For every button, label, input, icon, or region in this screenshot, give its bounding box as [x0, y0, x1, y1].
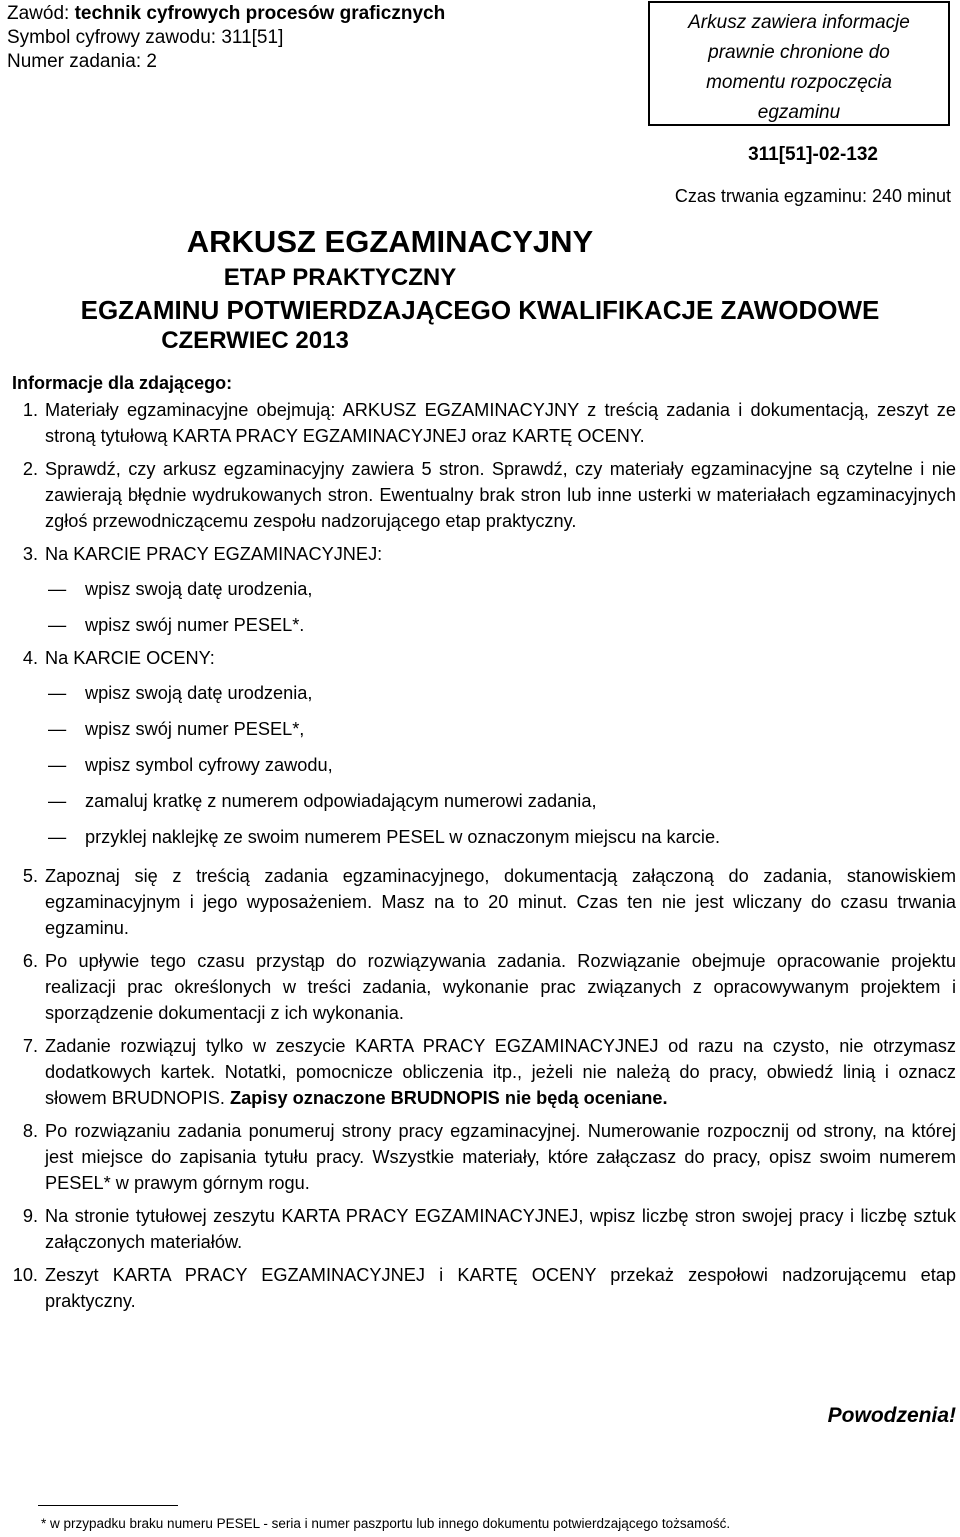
- instructions-list: [8, 397, 956, 1321]
- symbol-value: 311[51]: [221, 27, 284, 48]
- profession-value: technik cyfrowych procesów graficznych: [74, 3, 446, 24]
- sub-list: [8, 675, 956, 855]
- symbol-line: Symbol cyfrowy zawodu: 311[51]: [7, 27, 284, 48]
- task-number-value: 2: [146, 51, 157, 72]
- session-title: CZERWIEC 2013: [161, 327, 349, 354]
- sub-item: — wpisz swoją datę urodzenia,: [48, 683, 313, 703]
- sub-item: — przyklej naklejkę ze swoim numerem PESEL w oznaczonym miejscu na karcie.: [48, 827, 721, 847]
- footnote-divider: [38, 1505, 178, 1506]
- exam-header: [7, 2, 445, 74]
- sub-item: — zamaluj kratkę z numerem odpowiadającym numerowi zadania,: [48, 791, 597, 811]
- instruction-item: 4. Na KARCIE OCENY:: [22, 648, 215, 668]
- document-title: ARKUSZ EGZAMINACYJNY: [186, 224, 594, 259]
- closing-greeting: Powodzenia!: [827, 1404, 956, 1427]
- brudnopis-warning: Zapisy oznaczone BRUDNOPIS nie będą oceniane.: [229, 1088, 668, 1108]
- exam-code: 311[51]-02-132: [748, 144, 878, 165]
- exam-duration: Czas trwania egzaminu: 240 minut: [674, 186, 951, 206]
- instruction-item: 6. Po upływie tego czasu przystąp do rozwiązywania zadania. Rozwiązanie obejmuje opracowanie projektu realizacji prac określonych w treści zadania, wykonanie prac związanych z opracowywanym projektem i sporządzenie dokumentacji z ich wykonania.: [22, 951, 956, 1023]
- sub-item: — wpisz swój numer PESEL*,: [48, 719, 305, 739]
- instruction-item: 5. Zapoznaj się z treścią zadania egzaminacyjnego, dokumentacją załączoną do zadania, stanowiskiem egzaminacyjnym i jego wyposażeniem. Masz na to 20 minut. Czas ten nie jest wliczany do czasu trwania egzaminu.: [22, 866, 956, 938]
- sub-item: — wpisz symbol cyfrowy zawodu,: [48, 755, 333, 775]
- task-number-line: Numer zadania: 2: [7, 51, 157, 72]
- instruction-item: 1. Materiały egzaminacyjne obejmują: ARKUSZ EGZAMINACYJNY z treścią zadania i dokumentacją, zeszyt ze stroną tytułową KARTA PRACY EGZAMINACYJNEJ oraz KARTĘ OCENY.: [22, 400, 956, 446]
- footnote: * w przypadku braku numeru PESEL - seria i numer paszportu lub innego dokumentu potwierdzającego tożsamość.: [41, 1516, 731, 1531]
- instruction-item: 3. Na KARCIE PRACY EGZAMINACYJNEJ:: [22, 544, 383, 564]
- confidentiality-notice: Arkusz zawiera informacje prawnie chronione do momentu rozpoczęcia egzaminu: [648, 1, 950, 126]
- instruction-item: 2. Sprawdź, czy arkusz egzaminacyjny zawiera 5 stron. Sprawdź, czy materiały egzaminacyjne są czytelne i nie zawierają błędnie wydrukowanych stron. Ewentualny brak stron lub inne usterki w materiałach egzaminacyjnych zgłoś przewodniczącemu zespołu nadzorującego etap praktyczny.: [22, 459, 956, 531]
- sub-list: [8, 571, 956, 643]
- instruction-item: 9. Na stronie tytułowej zeszytu KARTA PRACY EGZAMINACYJNEJ, wpisz liczbę stron swojej pracy i liczbę sztuk załączonych materiałów.: [22, 1206, 956, 1252]
- sub-item: — wpisz swój numer PESEL*.: [48, 615, 305, 635]
- exam-type-title: EGZAMINU POTWIERDZAJĄCEGO KWALIFIKACJE ZAWODOWE: [80, 295, 880, 325]
- instruction-item: 10. Zeszyt KARTA PRACY EGZAMINACYJNEJ i KARTĘ OCENY przekaż zespołowi nadzorującemu etap praktyczny.: [12, 1265, 956, 1311]
- stage-title: ETAP PRAKTYCZNY: [223, 264, 457, 291]
- instruction-item: 8. Po rozwiązaniu zadania ponumeruj strony pracy egzaminacyjnej. Numerowanie rozpocznij od strony, na której jest miejsce do zapisania tytułu pracy. Wszystkie materiały, które załączasz do pracy, opisz swoim numerem PESEL* w prawym górnym rogu.: [22, 1121, 956, 1193]
- instruction-item: 7. Zadanie rozwiązuj tylko w zeszycie KARTA PRACY EGZAMINACYJNEJ od razu na czysto, nie otrzymasz dodatkowych kartek. Notatki, pomocnicze obliczenia itp., jeżeli nie należą do pracy, obwiedź linią i oznacz słowem BRUDNOPIS. Zapisy oznaczone BRUDNOPIS nie będą oceniane.: [22, 1036, 956, 1108]
- info-heading: Informacje dla zdającego:: [12, 373, 233, 393]
- profession-line: Zawód: technik cyfrowych procesów graficznych: [7, 3, 446, 24]
- sub-item: — wpisz swoją datę urodzenia,: [48, 579, 313, 599]
